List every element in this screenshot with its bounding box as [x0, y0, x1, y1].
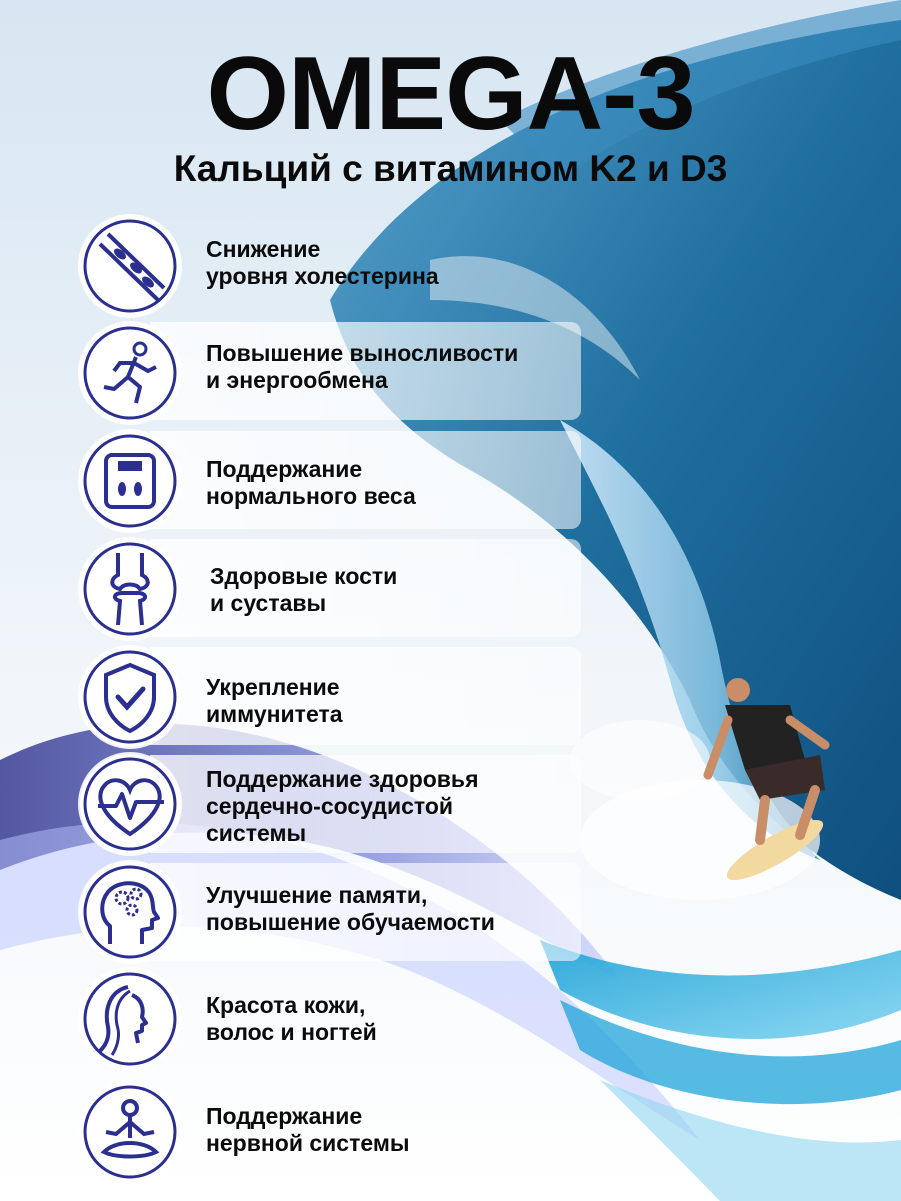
- benefit-text: Улучшение памяти, повышение обучаемости: [206, 882, 495, 935]
- benefit-text: Поддержание нервной системы: [206, 1103, 410, 1156]
- running-man-icon: [80, 323, 180, 423]
- page-subtitle: Кальций с витамином K2 и D3: [173, 148, 728, 189]
- benefit-text: Снижение уровня холестерина: [206, 236, 439, 289]
- benefit-text: Красота кожи, волос и ногтей: [206, 992, 377, 1045]
- woman-hair-icon: [80, 969, 180, 1069]
- blood-vessel-icon: [80, 216, 180, 316]
- brain-gears-icon: [80, 862, 180, 962]
- benefit-text: Здоровые кости и суставы: [210, 563, 398, 616]
- page-title: OMEGA-3: [206, 36, 695, 152]
- knee-joint-icon: [80, 539, 180, 639]
- benefit-text: Поддержание здоровья сердечно-сосудистой системы: [206, 766, 479, 846]
- benefit-text: Поддержание нормального веса: [206, 456, 416, 509]
- shield-check-icon: [80, 647, 180, 747]
- meditation-icon: [80, 1082, 180, 1182]
- benefit-text: Укрепление иммунитета: [206, 674, 343, 727]
- benefit-text: Повышение выносливости и энергообмена: [206, 340, 519, 393]
- scale-icon: [80, 431, 180, 531]
- heart-pulse-icon: [80, 754, 180, 854]
